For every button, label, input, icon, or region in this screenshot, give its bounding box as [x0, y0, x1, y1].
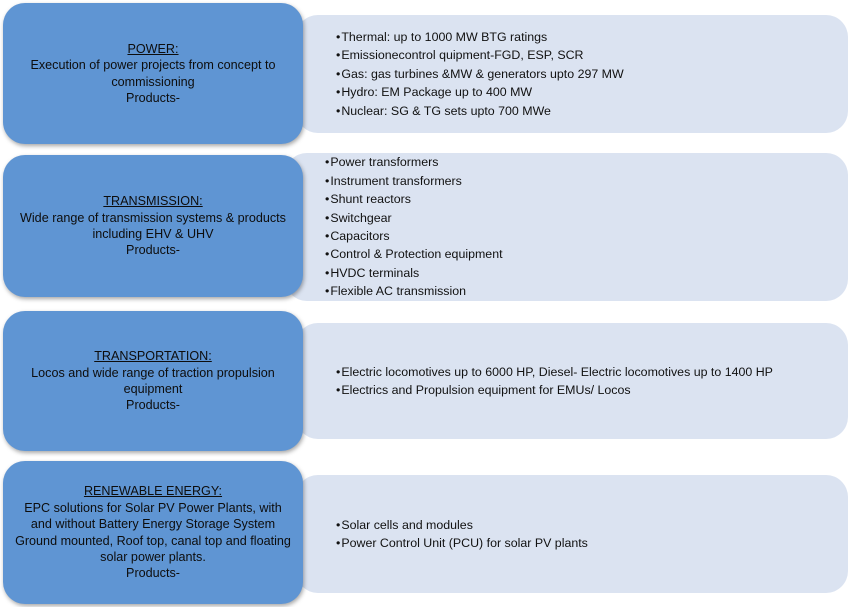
transmission-title: TRANSMISSION: [103, 194, 203, 209]
power-products-label: Products- [126, 90, 180, 105]
list-item: • Solar cells and modules [336, 516, 838, 534]
list-item: • Electrics and Propulsion equipment for EMUs/ Locos [336, 381, 838, 399]
power-category-box [3, 3, 303, 144]
transmission-category-box [3, 155, 303, 297]
renewable-category-box [3, 461, 303, 604]
transmission-products-label: Products- [126, 243, 180, 258]
list-item: • Instrument transformers [325, 172, 838, 190]
list-item: • HVDC terminals [325, 264, 838, 282]
list-item: • Switchgear [325, 209, 838, 227]
transmission-products-list [325, 153, 838, 300]
list-item: • Flexible AC transmission [325, 282, 838, 300]
list-item: • Power Control Unit (PCU) for solar PV plants [336, 534, 838, 552]
list-item: • Gas: gas turbines &MW & generators upto 297 MW [336, 65, 838, 83]
list-item: • Electric locomotives up to 6000 HP, Diesel- Electric locomotives up to 1400 HP [336, 363, 838, 381]
renewable-title: RENEWABLE ENERGY: [83, 484, 223, 499]
transmission-description: Wide range of transmission systems & products including EHV & UHV [20, 210, 286, 241]
list-item: • Control & Protection equipment [325, 245, 838, 263]
list-item: • Power transformers [325, 153, 838, 171]
renewable-description: EPC solutions for Solar PV Power Plants, with and without Battery Energy Storage System Ground mounted, Roof top, canal top and floating solar power plants. [15, 500, 291, 564]
renewable-products-list [336, 516, 838, 553]
list-item: • Shunt reactors [325, 190, 838, 208]
transportation-products-panel [296, 323, 848, 439]
power-products-list [336, 28, 838, 120]
transportation-title: TRANSPORTATION: [94, 349, 212, 364]
power-description: Execution of power projects from concept to commissioning [30, 58, 276, 89]
transportation-products-label: Products- [126, 398, 180, 413]
renewable-products-label: Products- [126, 566, 180, 581]
list-item: • Hydro: EM Package up to 400 MW [336, 83, 838, 101]
list-item: • Nuclear: SG & TG sets upto 700 MWe [336, 102, 838, 120]
renewable-products-panel [296, 475, 848, 593]
transmission-products-panel [285, 153, 848, 301]
list-item: • Capacitors [325, 227, 838, 245]
transportation-description: Locos and wide range of traction propulsion equipment [31, 365, 275, 396]
power-title: POWER: [127, 41, 179, 56]
transportation-category-box [3, 311, 303, 451]
list-item: • Emissionecontrol quipment-FGD, ESP, SCR [336, 46, 838, 64]
transportation-products-list [336, 363, 838, 400]
list-item: • Thermal: up to 1000 MW BTG ratings [336, 28, 838, 46]
power-products-panel [296, 15, 848, 133]
